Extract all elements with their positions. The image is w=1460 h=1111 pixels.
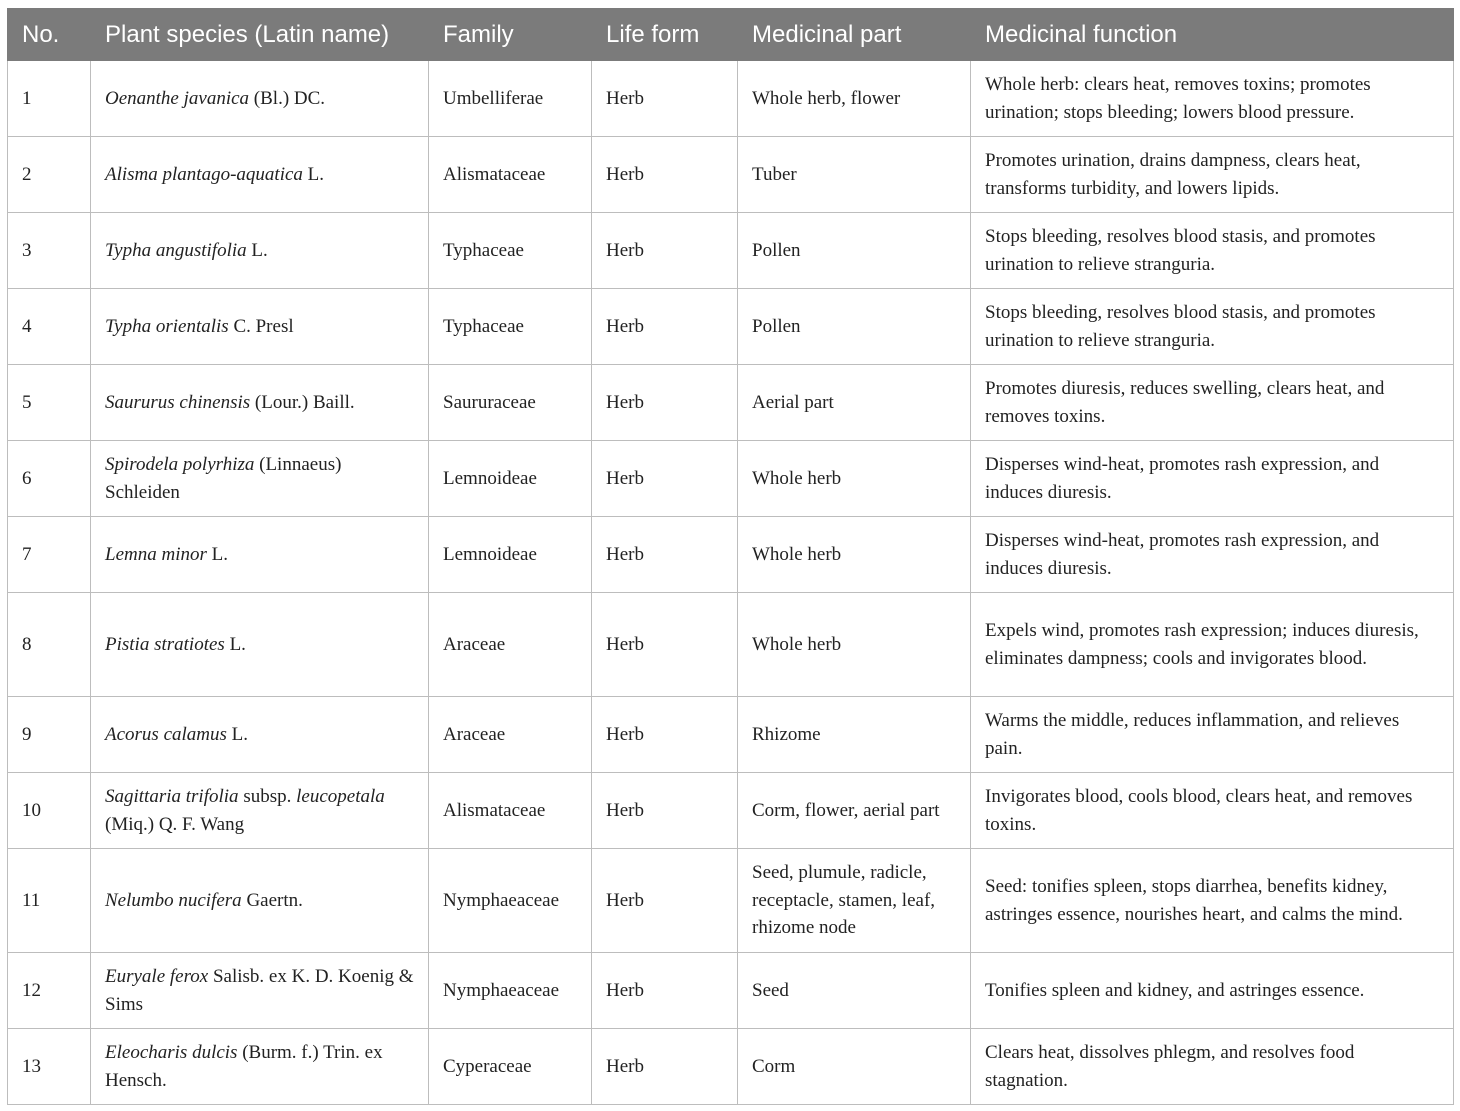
cell-species: [91, 593, 429, 697]
species-latin-name: Pistia stratiotes: [105, 633, 225, 655]
cell-medicinal-part: Corm: [738, 1029, 971, 1105]
header-medicinal-function: Medicinal function: [971, 9, 1454, 61]
cell-medicinal-function: Tonifies spleen and kidney, and astringes essence.: [971, 953, 1454, 1029]
cell-life-form: Herb: [592, 593, 738, 697]
table-row: [8, 441, 1454, 517]
cell-species: [91, 849, 429, 953]
species-latin-name: Typha orientalis: [105, 315, 229, 337]
cell-no: 12: [8, 953, 91, 1029]
table-row: [8, 697, 1454, 773]
cell-medicinal-part: Whole herb: [738, 593, 971, 697]
species-authority: L.: [302, 163, 325, 185]
cell-no: 4: [8, 289, 91, 365]
cell-family: Cyperaceae: [429, 1029, 592, 1105]
cell-family: Araceae: [429, 593, 592, 697]
cell-no: 7: [8, 517, 91, 593]
cell-medicinal-function: Whole herb: clears heat, removes toxins; promotes urination; stops bleeding; lowers blood pressure.: [971, 61, 1454, 137]
table-row: [8, 365, 1454, 441]
table-row: [8, 213, 1454, 289]
cell-life-form: Herb: [592, 137, 738, 213]
table-row: [8, 61, 1454, 137]
species-latin-name: Acorus calamus: [105, 723, 227, 745]
species-latin-name: leucopetala: [296, 786, 385, 807]
cell-no: 3: [8, 213, 91, 289]
cell-no: 6: [8, 441, 91, 517]
cell-medicinal-part: Pollen: [738, 289, 971, 365]
cell-medicinal-part: Whole herb, flower: [738, 61, 971, 137]
species-authority: (Burm. f.) Trin. ex Hensch.: [105, 1042, 383, 1091]
cell-species: [91, 1029, 429, 1105]
species-latin-name: Typha angustifolia: [105, 239, 247, 261]
medicinal-plants-table: [7, 8, 1454, 1105]
species-authority: subsp.: [238, 786, 297, 807]
cell-species: [91, 517, 429, 593]
cell-no: 2: [8, 137, 91, 213]
table-row: [8, 1029, 1454, 1105]
cell-species: [91, 213, 429, 289]
cell-no: 11: [8, 849, 91, 953]
cell-no: 13: [8, 1029, 91, 1105]
table-body: [8, 61, 1454, 1105]
species-authority: (Bl.) DC.: [249, 87, 326, 109]
cell-family: Araceae: [429, 697, 592, 773]
cell-no: 9: [8, 697, 91, 773]
cell-species: [91, 61, 429, 137]
cell-family: Nymphaeaceae: [429, 953, 592, 1029]
species-authority: (Miq.) Q. F. Wang: [105, 813, 245, 835]
cell-species: [91, 289, 429, 365]
cell-life-form: Herb: [592, 441, 738, 517]
cell-species: [91, 697, 429, 773]
table-row: [8, 137, 1454, 213]
cell-medicinal-function: Stops bleeding, resolves blood stasis, and promotes urination to relieve stranguria.: [971, 213, 1454, 289]
species-authority: L.: [226, 723, 249, 745]
cell-life-form: Herb: [592, 365, 738, 441]
species-latin-name: Euryale ferox: [105, 966, 209, 987]
cell-life-form: Herb: [592, 61, 738, 137]
species-latin-name: Alisma plantago-aquatica: [105, 163, 303, 185]
cell-medicinal-function: Warms the middle, reduces inflammation, and relieves pain.: [971, 697, 1454, 773]
species-authority: L.: [206, 543, 228, 565]
species-latin-name: Eleocharis dulcis: [105, 1042, 238, 1063]
cell-species: [91, 137, 429, 213]
species-latin-name: Oenanthe javanica: [105, 87, 250, 109]
table-row: [8, 593, 1454, 697]
cell-medicinal-function: Invigorates blood, cools blood, clears heat, and removes toxins.: [971, 773, 1454, 849]
header-species: Plant species (Latin name): [91, 9, 429, 61]
header-life-form: Life form: [592, 9, 738, 61]
species-latin-name: Sagittaria trifolia: [105, 786, 239, 807]
species-authority: L.: [224, 633, 246, 655]
cell-medicinal-function: Disperses wind-heat, promotes rash expression, and induces diuresis.: [971, 517, 1454, 593]
cell-family: Typhaceae: [429, 289, 592, 365]
cell-species: [91, 441, 429, 517]
table-row: [8, 517, 1454, 593]
cell-family: Umbelliferae: [429, 61, 592, 137]
cell-medicinal-part: Corm, flower, aerial part: [738, 773, 971, 849]
table-header: [8, 9, 1454, 61]
species-authority: (Lour.) Baill.: [250, 391, 355, 413]
cell-medicinal-function: Promotes urination, drains dampness, clears heat, transforms turbidity, and lowers lipids.: [971, 137, 1454, 213]
header-medicinal-part: Medicinal part: [738, 9, 971, 61]
cell-life-form: Herb: [592, 953, 738, 1029]
header-row: [8, 9, 1454, 61]
cell-family: Alismataceae: [429, 137, 592, 213]
species-authority: Salisb. ex K. D. Koenig & Sims: [105, 966, 414, 1015]
cell-species: [91, 953, 429, 1029]
header-family: Family: [429, 9, 592, 61]
cell-life-form: Herb: [592, 849, 738, 953]
cell-species: [91, 773, 429, 849]
species-latin-name: Nelumbo nucifera: [105, 889, 242, 911]
cell-family: Saururaceae: [429, 365, 592, 441]
cell-medicinal-part: Whole herb: [738, 517, 971, 593]
cell-medicinal-function: Clears heat, dissolves phlegm, and resolves food stagnation.: [971, 1029, 1454, 1105]
cell-family: Typhaceae: [429, 213, 592, 289]
cell-medicinal-part: Pollen: [738, 213, 971, 289]
species-latin-name: Spirodela polyrhiza: [105, 454, 255, 475]
cell-life-form: Herb: [592, 517, 738, 593]
species-authority: L.: [246, 239, 268, 261]
species-authority: (Linnaeus) Schleiden: [105, 454, 342, 503]
cell-no: 1: [8, 61, 91, 137]
cell-no: 10: [8, 773, 91, 849]
cell-medicinal-part: Whole herb: [738, 441, 971, 517]
table-row: [8, 289, 1454, 365]
cell-family: Alismataceae: [429, 773, 592, 849]
species-authority: Gaertn.: [241, 889, 303, 911]
cell-family: Nymphaeaceae: [429, 849, 592, 953]
cell-medicinal-part: Seed, plumule, radicle, receptacle, stamen, leaf, rhizome node: [738, 849, 971, 953]
cell-medicinal-function: Disperses wind-heat, promotes rash expression, and induces diuresis.: [971, 441, 1454, 517]
header-no: No.: [8, 9, 91, 61]
cell-no: 8: [8, 593, 91, 697]
cell-medicinal-part: Rhizome: [738, 697, 971, 773]
species-authority: C. Presl: [228, 315, 294, 337]
cell-medicinal-function: Stops bleeding, resolves blood stasis, and promotes urination to relieve stranguria.: [971, 289, 1454, 365]
cell-family: Lemnoideae: [429, 517, 592, 593]
table-row: [8, 849, 1454, 953]
cell-no: 5: [8, 365, 91, 441]
species-latin-name: Saururus chinensis: [105, 391, 251, 413]
cell-medicinal-function: Seed: tonifies spleen, stops diarrhea, benefits kidney, astringes essence, nourishes heart, and calms the mind.: [971, 849, 1454, 953]
table-row: [8, 953, 1454, 1029]
cell-medicinal-part: Tuber: [738, 137, 971, 213]
cell-life-form: Herb: [592, 773, 738, 849]
species-latin-name: Lemna minor: [105, 543, 207, 565]
table-row: [8, 773, 1454, 849]
cell-species: [91, 365, 429, 441]
cell-life-form: Herb: [592, 213, 738, 289]
cell-medicinal-part: Aerial part: [738, 365, 971, 441]
cell-life-form: Herb: [592, 697, 738, 773]
cell-life-form: Herb: [592, 289, 738, 365]
cell-family: Lemnoideae: [429, 441, 592, 517]
cell-medicinal-function: Expels wind, promotes rash expression; induces diuresis, eliminates dampness; cools and invigorates blood.: [971, 593, 1454, 697]
cell-life-form: Herb: [592, 1029, 738, 1105]
cell-medicinal-function: Promotes diuresis, reduces swelling, clears heat, and removes toxins.: [971, 365, 1454, 441]
plant-table-container: [7, 8, 1453, 1105]
cell-medicinal-part: Seed: [738, 953, 971, 1029]
